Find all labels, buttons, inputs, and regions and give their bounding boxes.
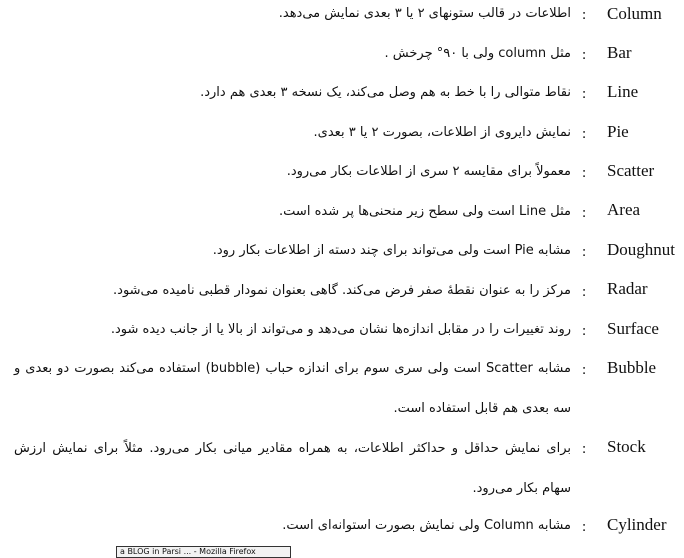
term-label: Area [607, 200, 641, 219]
separator-colon: : [582, 244, 587, 260]
separator-colon: : [582, 7, 587, 23]
term-label: Bubble [607, 358, 657, 377]
definition-text: مثل Line است ولی سطح زیر منحنی‌ها پر شده است. [279, 204, 571, 219]
separator-colon: : [582, 205, 587, 221]
definition-text: معمولاً برای مقایسه ۲ سری از اطلاعات بکار می‌رود. [286, 164, 571, 179]
separator-colon: : [582, 126, 587, 142]
separator-colon: : [582, 86, 587, 102]
definition-text: مشابه Pie است ولی می‌تواند برای چند دسته از اطلاعات بکار رود. [212, 243, 571, 258]
definition-text: اطلاعات در قالب ستونهای ۲ یا ۳ بعدی نمایش می‌دهد. [278, 6, 571, 21]
separator-colon: : [582, 441, 587, 457]
definition-text: مشابه Column ولی نمایش بصورت استوانه‌ای است. [282, 518, 571, 533]
separator-colon: : [582, 362, 587, 378]
definition-text: نمایش دایروی از اطلاعات، بصورت ۲ یا ۳ بعدی. [313, 125, 571, 140]
separator-colon: : [582, 165, 587, 181]
term-label: Bar [607, 43, 632, 62]
term-label: Stock [607, 437, 646, 456]
separator-colon: : [582, 323, 587, 339]
separator-colon: : [582, 284, 587, 300]
term-label: Cylinder [607, 515, 667, 534]
definition-text: مشابه Scatter است ولی سری سوم برای اندازه حباب (bubble) استفاده می‌کند بصورت دو بعدی و سه بعدی هم قابل استفاده است. [14, 361, 571, 416]
definition-text: برای نمایش حداقل و حداکثر اطلاعات، به همراه مقادیر میانی بکار می‌رود. مثلاً برای نمایش ارزش سهام بکار می‌رود. [14, 441, 571, 496]
term-label: Doughnut [607, 240, 675, 259]
term-label: Scatter [607, 161, 655, 180]
term-label: Column [607, 4, 662, 23]
term-label: Radar [607, 279, 648, 298]
definition-text: مثل column ولی با ۹۰° چرخش . [384, 46, 571, 61]
term-label: Surface [607, 319, 659, 338]
term-label: Pie [607, 122, 629, 141]
definition-text: نقاط متوالی را با خط به هم وصل می‌کند، یک نسخه ۳ بعدی هم دارد. [200, 85, 571, 100]
separator-colon: : [582, 519, 587, 535]
definition-text: مرکز را به عنوان نقطهٔ صفر فرض می‌کند. گاهی بعنوان نمودار قطبی نامیده می‌شود. [113, 283, 571, 298]
separator-colon: : [582, 47, 587, 63]
taskbar-window-button[interactable]: a BLOG in Parsi ... - Mozilla Firefox [116, 546, 291, 558]
term-label: Line [607, 82, 639, 101]
definition-text: روند تغییرات را در مقابل اندازه‌ها نشان می‌دهد و می‌تواند از بالا یا از جانب دیده شود. [110, 322, 571, 337]
